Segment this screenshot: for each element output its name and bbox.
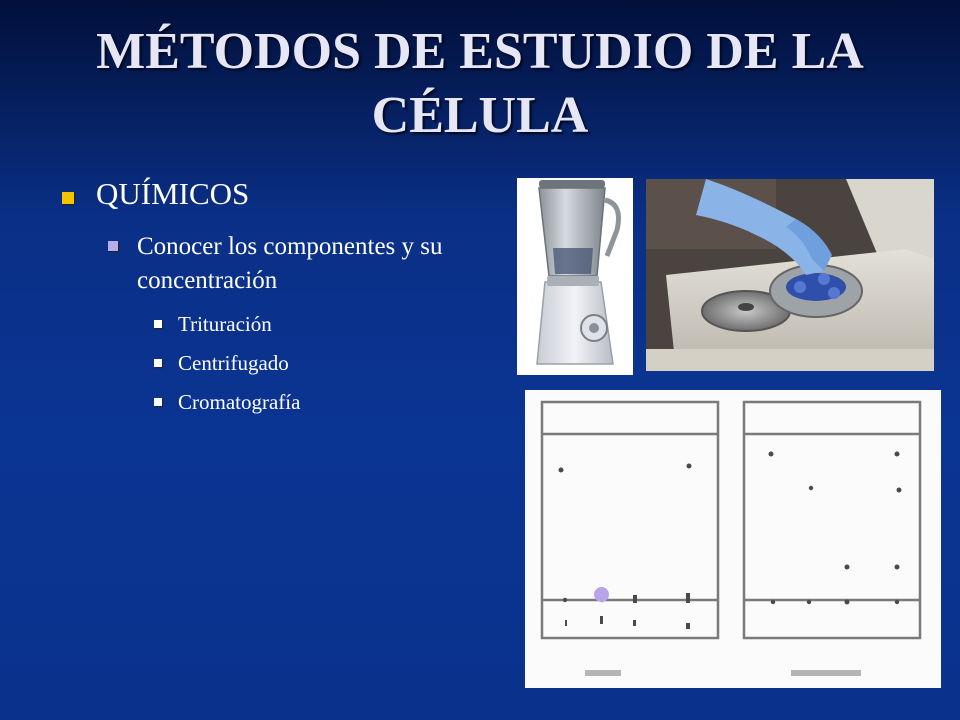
blender-image [517, 178, 633, 375]
slide-title: MÉTODOS DE ESTUDIO DE LA CÉLULA [96, 23, 864, 144]
bullet-trituracion [154, 312, 272, 337]
bullet-square-icon [154, 359, 162, 367]
bullet-centrifugado [154, 351, 289, 376]
bullet-label: Cromatografía [178, 390, 301, 414]
bullet-label: QUÍMICOS [96, 176, 250, 211]
bullet-square-icon [108, 241, 118, 251]
bullet-label: Centrifugado [178, 351, 289, 375]
bullet-label: Trituración [178, 312, 272, 336]
bullet-square-icon [154, 398, 162, 406]
bullet-label: Conocer los componentes y su concentración [137, 233, 443, 294]
centrifuge-image [646, 179, 934, 371]
marker-dot [594, 587, 609, 602]
bullet-conocer-componentes [108, 230, 488, 298]
bullet-cromatografia [154, 390, 300, 415]
bullet-square-icon [154, 320, 162, 328]
bullet-square-icon [62, 192, 74, 204]
bullet-quimicos [62, 176, 249, 212]
chromatography-image [525, 390, 941, 688]
